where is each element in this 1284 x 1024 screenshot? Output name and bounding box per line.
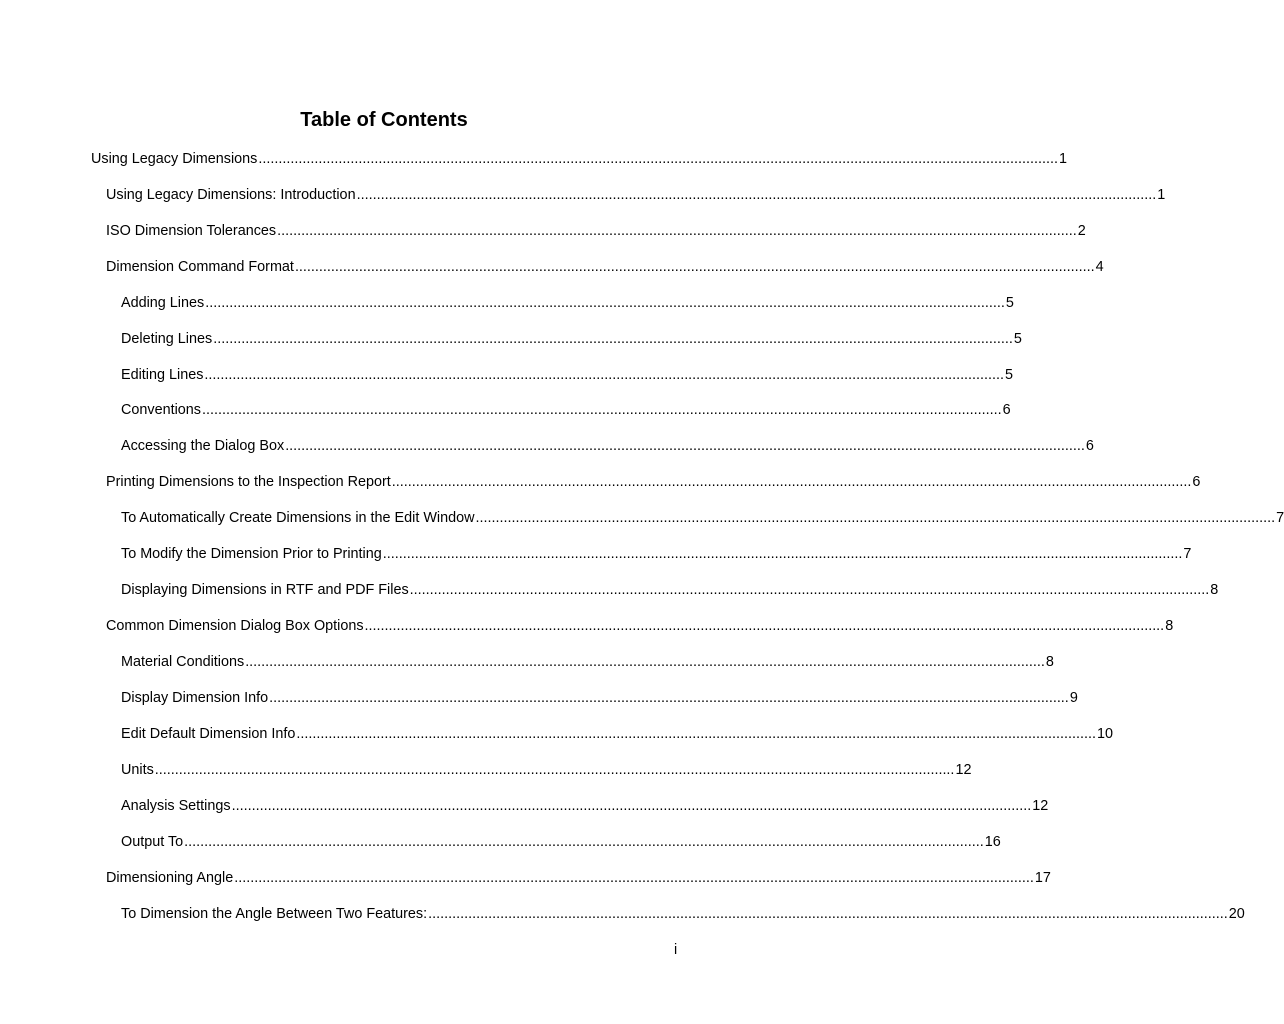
toc-leader-dots: ........................................................................................................................................................................................................ [234,870,1034,886]
toc-leader-dots: ........................................................................................................................................................................................................ [213,331,1013,347]
toc-entry-page: 5 [1005,367,1014,383]
toc-entry[interactable] [121,904,1245,924]
toc-entry-page: 5 [1005,295,1014,311]
toc-entry-page: 6 [1085,438,1094,454]
toc-leader-dots: ........................................................................................................................................................................................................ [269,690,1069,706]
toc-entry-page: 1 [1059,151,1068,167]
toc-entry[interactable] [121,293,1014,313]
toc-entry-page: 5 [1013,331,1022,347]
toc-entry-label: Edit Default Dimension Info [121,726,296,742]
toc-entry-page: 2 [1077,223,1086,239]
toc-entry-label: To Dimension the Angle Between Two Features: [121,906,428,922]
toc-leader-dots: ........................................................................................................................................................................................................ [202,402,1002,418]
toc-entry[interactable] [106,868,1051,888]
toc-leader-dots: ........................................................................................................................................................................................................ [205,295,1005,311]
toc-entry[interactable] [121,400,1011,420]
toc-leader-dots: ........................................................................................................................................................................................................ [285,438,1085,454]
toc-entry[interactable] [121,688,1078,708]
toc-entry-label: Dimension Command Format [106,259,294,275]
toc-entry-label: Output To [121,834,184,850]
toc-entry-page: 20 [1228,906,1245,922]
toc-entry[interactable] [121,652,1054,672]
toc-entry[interactable] [121,580,1219,600]
toc-entry[interactable] [106,221,1086,241]
toc-leader-dots: ........................................................................................................................................................................................................ [391,474,1192,490]
toc-entry[interactable] [121,329,1022,349]
toc-leader-dots: ........................................................................................................................................................................................................ [231,798,1032,814]
toc-entry-label: To Automatically Create Dimensions in the Edit Window [121,510,475,526]
toc-leader-dots: ........................................................................................................................................................................................................ [364,618,1165,634]
toc-leader-dots: ........................................................................................................................................................................................................ [382,546,1183,562]
toc-entry-page: 17 [1034,870,1051,886]
toc-entry[interactable] [121,760,972,780]
toc-leader-dots: ........................................................................................................................................................................................................ [428,906,1228,922]
toc-entry-label: To Modify the Dimension Prior to Printing [121,546,382,562]
page-number: i [674,942,678,958]
toc-entry[interactable] [121,832,1001,852]
toc-entry-page: 16 [984,834,1001,850]
toc-entry-page: 8 [1165,618,1174,634]
toc-entry-label: Deleting Lines [121,331,213,347]
toc-leader-dots: ........................................................................................................................................................................................................ [475,510,1276,526]
toc-leader-dots: ........................................................................................................................................................................................................ [296,726,1097,742]
toc-entry-page: 8 [1210,582,1219,598]
toc-entry-label: Adding Lines [121,295,205,311]
toc-entry-label: Analysis Settings [121,798,231,814]
toc-entry-label: Common Dimension Dialog Box Options [106,618,364,634]
toc-entry[interactable] [106,472,1201,492]
toc-entry[interactable] [121,724,1114,744]
toc-entry[interactable] [121,436,1094,456]
toc-entry-page: 9 [1069,690,1078,706]
toc-entry-label: Displaying Dimensions in RTF and PDF Files [121,582,409,598]
toc-entry-page: 7 [1183,546,1192,562]
toc-entry-label: Editing Lines [121,367,204,383]
toc-leader-dots: ........................................................................................................................................................................................................ [258,151,1059,167]
toc-entry-page: 8 [1045,654,1054,670]
toc-entry[interactable] [121,796,1049,816]
toc-entry-label: Accessing the Dialog Box [121,438,285,454]
toc-entry-page: 12 [955,762,972,778]
toc-entry[interactable] [121,365,1014,385]
toc-leader-dots: ........................................................................................................................................................................................................ [245,654,1045,670]
toc-entry-page: 4 [1095,259,1104,275]
page-title: Table of Contents [300,109,468,131]
toc-entry-label: Material Conditions [121,654,245,670]
toc-entry-label: Display Dimension Info [121,690,269,706]
toc-entry-page: 7 [1276,510,1284,526]
toc-entry-label: Conventions [121,402,201,418]
toc-entry-label: ISO Dimension Tolerances [106,223,277,239]
toc-entry-label: Using Legacy Dimensions [91,151,258,167]
toc-entry-page: 6 [1002,402,1011,418]
toc-leader-dots: ........................................................................................................................................................................................................ [184,834,984,850]
toc-entry[interactable] [106,257,1104,277]
toc-entry[interactable] [106,616,1174,636]
toc-leader-dots: ........................................................................................................................................................................................................ [294,259,1095,275]
toc-entry-label: Printing Dimensions to the Inspection Report [106,474,391,490]
toc-leader-dots: ........................................................................................................................................................................................................ [277,223,1077,239]
toc-leader-dots: ........................................................................................................................................................................................................ [409,582,1210,598]
toc-leader-dots: ........................................................................................................................................................................................................ [154,762,955,778]
toc-entry-label: Dimensioning Angle [106,870,234,886]
toc-entry[interactable] [106,185,1166,205]
toc-leader-dots: ........................................................................................................................................................................................................ [356,187,1157,203]
toc-entry-page: 6 [1192,474,1201,490]
toc-entry-label: Using Legacy Dimensions: Introduction [106,187,356,203]
toc-entry[interactable] [121,544,1192,564]
toc-leader-dots: ........................................................................................................................................................................................................ [204,367,1005,383]
toc-entry[interactable] [91,149,1068,169]
toc-entry-page: 10 [1097,726,1114,742]
toc-entry-label: Units [121,762,154,778]
toc-entry-page: 1 [1157,187,1166,203]
toc-entry[interactable] [121,508,1284,528]
toc-entry-page: 12 [1032,798,1049,814]
